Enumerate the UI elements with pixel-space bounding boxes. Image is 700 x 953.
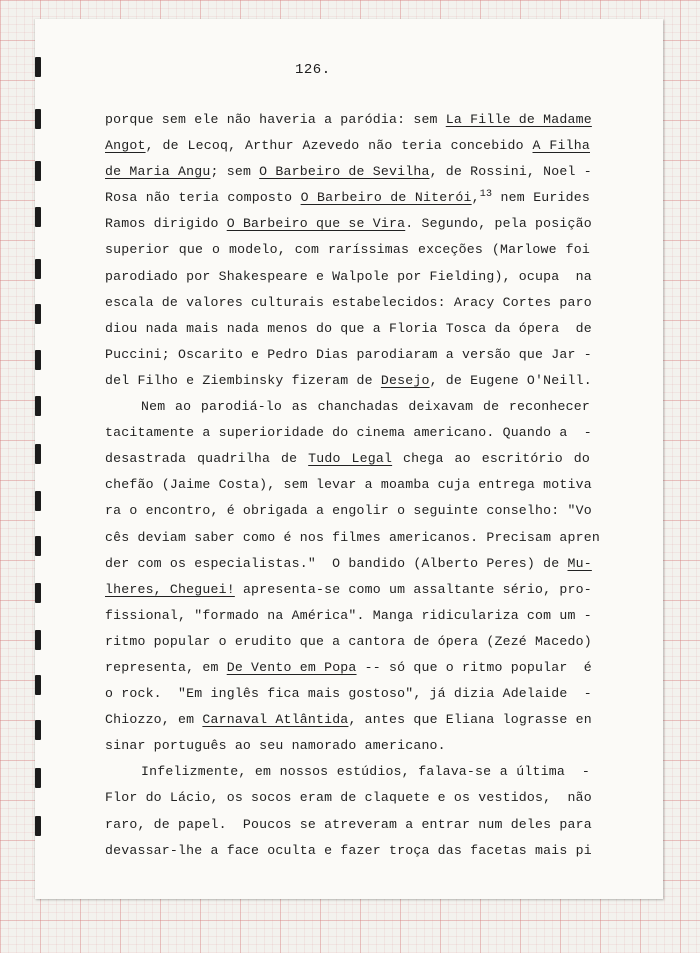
text-line [105,629,590,655]
binder-hole [35,57,41,77]
text-run: raro, de papel. Poucos se atreveram a entrar num deles para [105,816,592,832]
text-run: Nem ao parodiá-lo as chanchadas deixavam de reconhecer [141,399,590,415]
underlined-title: Carnaval Atlântida [202,712,349,728]
text-line [105,551,590,577]
underlined-title: De Vento em Popa [226,659,357,675]
text-run: porque sem ele não haveria a paródia: sem [105,112,446,127]
text-run: , de Eugene O'Neill. [429,372,592,388]
text-run: chega ao escritório do [392,451,590,467]
text-run: Rosa não teria composto [105,190,301,206]
underlined-title: lheres, Cheguei! [105,581,235,597]
text-run: ritmo popular o erudito que a cantora de ópera (Zezé Macedo) [105,633,592,649]
text-line [105,733,590,759]
text-run: , de Rossini, Noel - [429,164,592,180]
text-line [105,420,590,446]
text-run: der com os especialistas." O bandido (Alberto Peres) de [105,555,568,571]
text-run: fissional, "formado na América". Manga ridiculariza com um - [105,607,592,623]
binder-hole [35,444,41,464]
text-run: , [471,190,480,206]
text-run: tacitamente a superioridade do cinema americano. Quando a - [105,425,592,441]
text-run: sinar português ao seu namorado americano. [105,738,446,754]
text-run: Ramos dirigido [105,216,227,232]
text-run: del Filho e Ziembinsky fizeram de [105,372,381,388]
underlined-title: Angot [105,138,146,154]
underlined-title: O Barbeiro de Niterói [300,190,472,206]
text-line [105,107,590,133]
footnote-marker: 13 [479,189,493,201]
page-number: 126. [295,62,331,78]
text-line [105,237,590,263]
text-line [105,707,590,733]
text-run: Infelizmente, em nossos estúdios, falava-se a última - [141,764,590,780]
text-run: nem Eurides [492,190,590,206]
text-run: o rock. "Em inglês fica mais gostoso", já dizia Adelaide - [105,686,592,702]
text-run: desastrada quadrilha de [105,451,309,467]
text-line [105,655,590,681]
text-line [105,394,590,420]
binder-hole [35,109,41,129]
text-line [105,525,600,551]
underlined-title: O Barbeiro que se Vira [226,216,406,232]
text-run: , de Lecoq, Arthur Azevedo não teria concebido [145,138,533,154]
binder-hole [35,816,41,836]
binder-hole [35,304,41,324]
text-line [105,159,590,185]
text-run: escala de valores culturais estabelecidos: Aracy Cortes paro [105,294,592,310]
text-line [105,603,590,629]
text-line [105,446,590,472]
underlined-title: A Filha [532,138,590,154]
text-run: -- só que o ritmo popular é [356,659,592,675]
underlined-title: Tudo Legal [308,451,393,467]
text-line [105,759,590,785]
text-run: , antes que Eliana lograsse en [348,712,592,728]
binder-hole [35,583,41,603]
underlined-title: O Barbeiro de Sevilha [259,164,430,180]
underlined-title: Desejo [380,372,430,388]
text-line [105,368,590,394]
binder-hole [35,768,41,788]
text-run: cês deviam saber como é nos filmes americanos. Precisam apren [105,529,600,545]
text-run: ; sem [210,164,260,180]
paragraph [105,394,600,759]
text-line [105,577,590,603]
binder-hole [35,207,41,227]
underlined-title: de Maria Angu [105,164,211,180]
text-line [105,472,590,498]
paragraph [105,759,590,863]
text-line [105,812,590,838]
binder-hole [35,161,41,181]
text-line [105,316,590,342]
text-line [105,290,590,316]
text-run: . Segundo, pela posição [405,216,592,232]
text-run: diou nada mais nada menos do que a Floria Tosca da ópera de [105,320,592,336]
text-line [105,838,590,864]
binder-hole [35,491,41,511]
binder-hole [35,396,41,416]
text-line [105,681,590,707]
text-line [105,264,590,290]
text-line [105,785,590,811]
text-line [105,133,590,159]
text-line [105,185,590,211]
binder-hole [35,675,41,695]
binder-hole [35,630,41,650]
underlined-title: Mu- [567,555,592,571]
binder-hole [35,536,41,556]
body-text [105,107,600,864]
typed-page [35,19,663,899]
underlined-title: La Fille de Madame [445,112,592,127]
text-run: devassar-lhe a face oculta e fazer troça das facetas mais pi [105,842,592,858]
text-run: superior que o modelo, com raríssimas exceções (Marlowe foi [105,242,590,258]
text-run: apresenta-se como um assaltante sério, pro- [234,581,592,597]
text-run: Flor do Lácio, os socos eram de claquete e os vestidos, não [105,790,592,806]
text-line [105,211,590,237]
binder-hole [35,259,41,279]
binder-hole [35,350,41,370]
text-run: parodiado por Shakespeare e Walpole por Fielding), ocupa na [105,268,592,284]
text-run: chefão (Jaime Costa), sem levar a moamba cuja entrega motiva [105,477,592,493]
text-run: Chiozzo, em [105,712,203,728]
text-run: Puccini; Oscarito e Pedro Dias parodiaram a versão que Jar - [105,346,592,362]
paragraph [105,107,590,394]
text-line [105,498,590,524]
binder-holes [35,19,43,899]
binder-hole [35,720,41,740]
text-run: ra o encontro, é obrigada a engolir o seguinte conselho: "Vo [105,503,592,519]
text-run: representa, em [105,659,227,675]
text-line [105,342,590,368]
